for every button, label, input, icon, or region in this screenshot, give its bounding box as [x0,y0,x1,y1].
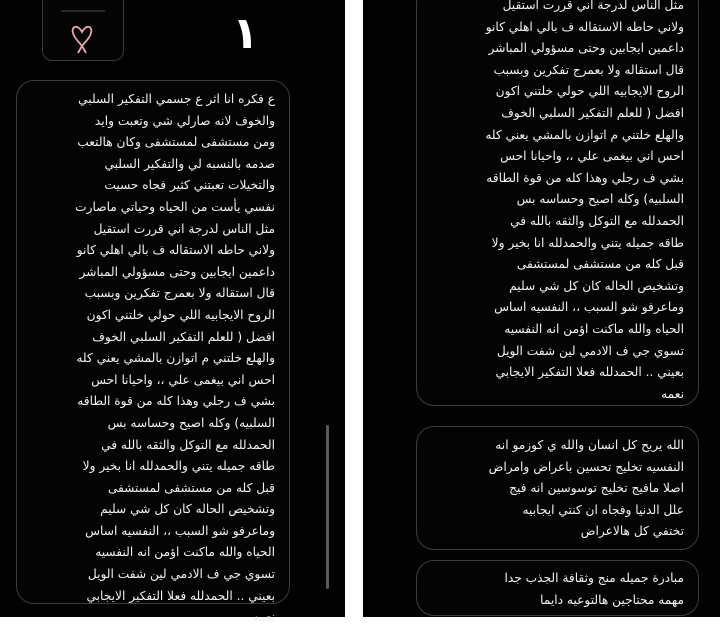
message-bubble-continued: مثل الناس لدرجة اني قررت استقيل ولاني حاطه الاستقاله ف بالي اهلي كانو داعمين ايجابين وحتى مسؤولي المباشر قال استقاله ولا بعمرج تفكرين وبسبب الروح الايجابيه اللي حولي خلتني اكون افضل ( للعلم التفكير السلبي الخوف والهلع خلتني م اتوازن بالمشي يعني كله احس اني بيغمى علي ،، واحيانا احس بشي ف رجلي وهذا كله من قوة الطاقه السلبيه) وكله اصيح وحساسه بس الحمدلله مع التوكل والثقه بالله في طاقه جميله يتني والحمدلله انا بخير ولا قبل كله من مستشفى لمستشفى وتشخيص الحاله كان كل شي سليم وماعرفو شو السبب ،، النفسيه اساس الحياه والله ماكنت اؤمن انه النفسيه تسوي جي ف الادمي لين شفت الويل بعيني .. الحمدلله فعلا التفكير الايجابي نعمه [416,0,699,406]
reply-bubble: الله يريح كل انسان والله ي كوزمو انه النفسيه تخليج تحسين باعراض وامراض اصلا مافيج تخليج توسوسين انه فيج علل الدنيا وفجاه ان كنتي ايجابيه تختفي كل هالاعراض [416,426,699,550]
heart-sticker-icon [69,22,95,54]
story-number: ١ [232,8,259,59]
story-thumbnail[interactable] [42,0,124,61]
right-screenshot-panel [363,0,720,617]
left-screenshot-panel [0,0,345,625]
scrollbar[interactable] [326,425,329,589]
reply-bubble: مبادرة جميله منج وثقافة الجذب جدا مهمه محتاجين هالتوعيه دايما [416,560,699,616]
message-bubble-left: ع فكره انا اثر ع جسمي التفكير السلبي والخوف لانه صارلي شي وتعبت وايد ومن مستشفى لمستشفى وكان هالتعب صدمه بالنسبه لي والتفكير السلبي والتخيلات تعبتني كثير فجاه حسيت نفسي يأست من الحياه وحياتي ماصارت مثل الناس لدرجة اني قررت استقيل ولاني حاطه الاستقاله ف بالي اهلي كانو داعمين ايجابين وحتى مسؤولي المباشر قال استقاله ولا بعمرج تفكرين وبسبب الروح الايجابيه اللي حولي خلتني اكون افضل ( للعلم التفكير السلبي الخوف والهلع خلتني م اتوازن بالمشي يعني كله احس اني بيغمى علي ،، واحيانا احس بشي ف رجلي وهذا كله من قوة الطاقه السلبيه) وكله اصيح وحساسه بس الحمدلله مع التوكل والثقه بالله في طاقه جميله يتني والحمدلله انا بخير ولا قبل كله من مستشفى لمستشفى وتشخيص الحاله كان كل شي سليم وماعرفو شو السبب ،، النفسيه اساس الحياه والله ماكنت اؤمن انه النفسيه تسوي جي ف الادمي لين شفت الويل بعيني .. الحمدلله فعلا التفكير الايجابي نعمه [16,80,290,604]
thumbnail-bar [61,10,105,12]
